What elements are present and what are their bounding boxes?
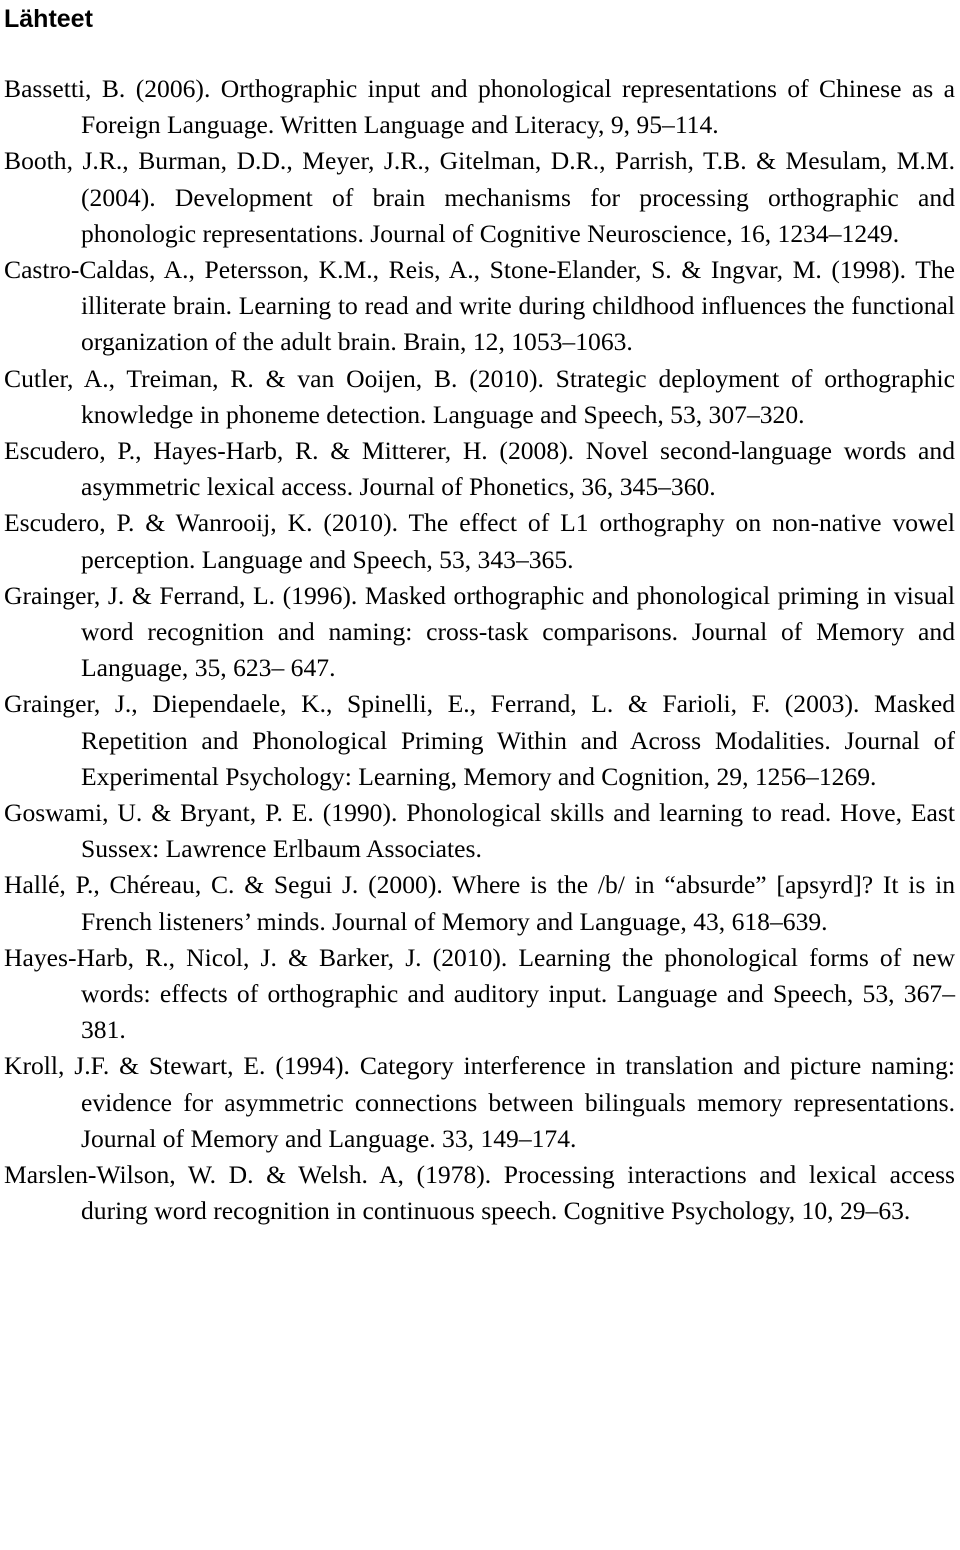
- reference-item: Goswami, U. & Bryant, P. E. (1990). Phonological skills and learning to read. Hove, East Sussex: Lawrence Erlbaum Associates.: [4, 798, 955, 864]
- reference-item: Grainger, J., Diependaele, K., Spinelli, E., Ferrand, L. & Farioli, F. (2003). Masked Repetition and Phonological Priming Within and Across Modalities. Journal of Experimental Psychology: Learning, Memory and Cognition, 29, 1256–1269.: [4, 689, 955, 791]
- reference-item: Escudero, P., Hayes-Harb, R. & Mitterer, H. (2008). Novel second-language words and asymmetric lexical access. Journal of Phonetics, 36, 345–360.: [4, 436, 955, 502]
- page-title: Lähteet: [4, 5, 93, 33]
- reference-item: Hallé, P., Chéreau, C. & Segui J. (2000). Where is the /b/ in “absurde” [apsyrd]? It is in French listeners’ minds. Journal of Memory and Language, 43, 618–639.: [4, 870, 955, 936]
- reference-item: Grainger, J. & Ferrand, L. (1996). Masked orthographic and phonological priming in visual word recognition and naming: cross-task comparisons. Journal of Memory and Language, 35, 623– 647.: [4, 580, 955, 683]
- reference-item: Hayes-Harb, R., Nicol, J. & Barker, J. (2010). Learning the phonological forms of new words: effects of orthographic and auditory input. Language and Speech, 53, 367–381.: [4, 942, 955, 1045]
- reference-item: Castro-Caldas, A., Petersson, K.M., Reis, A., Stone-Elander, S. & Ingvar, M. (1998). The illiterate brain. Learning to read and write during childhood influences the functional organization of the adult brain. Brain, 12, 1053–1063.: [4, 255, 955, 357]
- reference-list: [4, 71, 955, 1230]
- reference-item: Kroll, J.F. & Stewart, E. (1994). Category interference in translation and picture naming: evidence for asymmetric connections between bilinguals memory representations. Journal of Memory and Language. 33, 149–174.: [4, 1051, 955, 1153]
- reference-item: Marslen-Wilson, W. D. & Welsh. A, (1978). Processing interactions and lexical access during word recognition in continuous speech. Cognitive Psychology, 10, 29–63.: [4, 1160, 955, 1226]
- reference-item: Bassetti, B. (2006). Orthographic input and phonological representations of Chinese as a Foreign Language. Written Language and Literacy, 9, 95–114.: [4, 74, 955, 140]
- reference-item: Escudero, P. & Wanrooij, K. (2010). The effect of L1 orthography on non-native vowel perception. Language and Speech, 53, 343–365.: [4, 508, 955, 574]
- reference-item: Booth, J.R., Burman, D.D., Meyer, J.R., Gitelman, D.R., Parrish, T.B. & Mesulam, M.M. (2004). Development of brain mechanisms for processing orthographic and phonologic representations. Journal of Cognitive Neuroscience, 16, 1234–1249.: [4, 146, 955, 248]
- reference-item: Cutler, A., Treiman, R. & van Ooijen, B. (2010). Strategic deployment of orthographic knowledge in phoneme detection. Language and Speech, 53, 307–320.: [4, 363, 955, 429]
